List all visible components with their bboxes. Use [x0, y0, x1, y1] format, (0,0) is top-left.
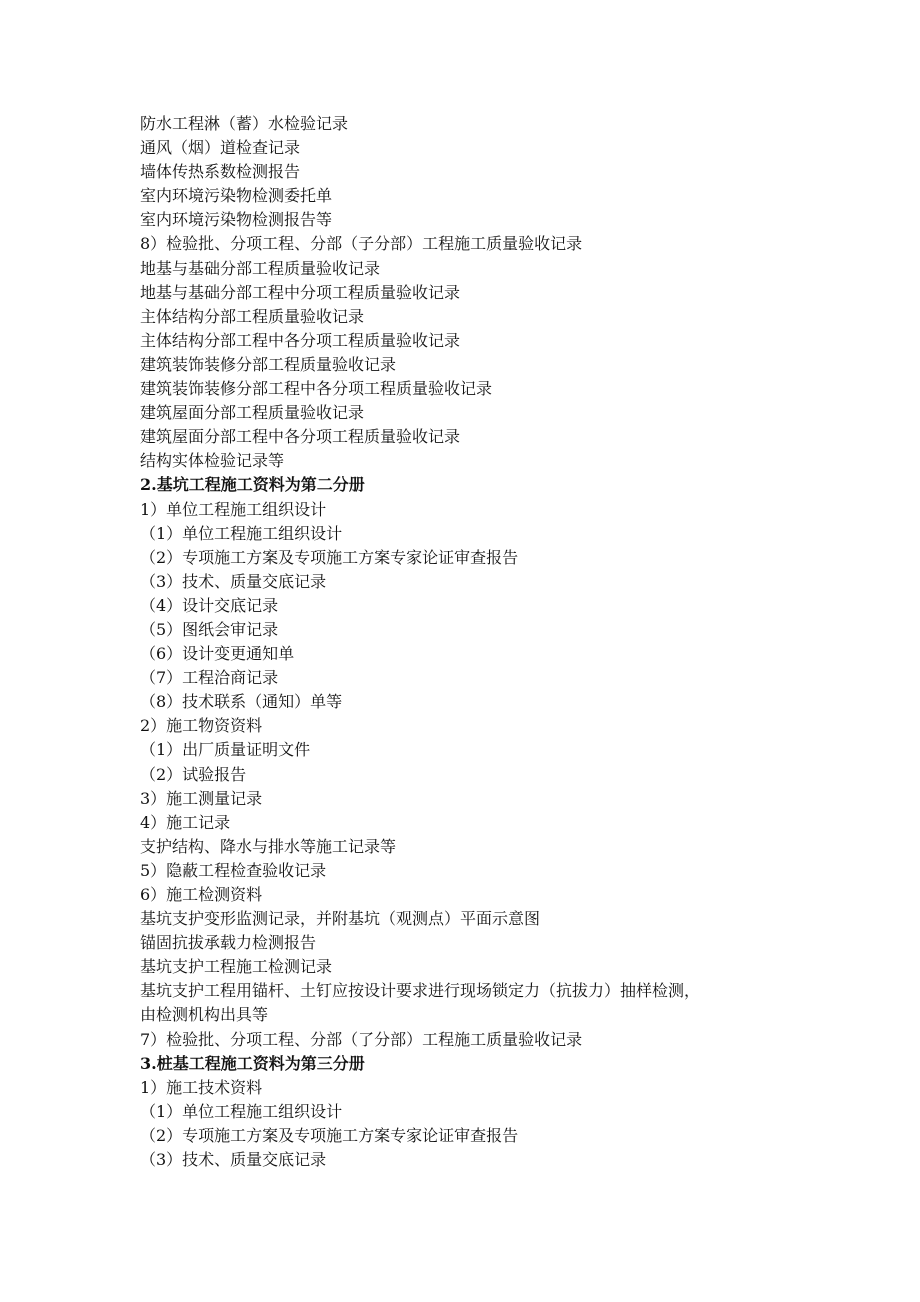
section-heading: 3.桩基工程施工资料为第三分册	[140, 1053, 365, 1073]
document-line: 通风（烟）道检查记录	[140, 138, 301, 158]
document-line: （4）设计交底记录	[140, 595, 279, 615]
document-line: （3）技术、质量交底记录	[140, 1150, 327, 1170]
document-line: 建筑装饰装修分部工程中各分项工程质量验收记录	[140, 379, 493, 399]
document-line: 6）施工检测资料	[140, 885, 263, 904]
document-body	[140, 112, 800, 1172]
document-line: 防水工程淋（蓄）水检验记录	[140, 114, 349, 133]
document-line: 基坑支护变形监测记录，并附基坑（观测点）平面示意图	[140, 909, 541, 929]
document-line: （2）试验报告	[140, 764, 247, 784]
document-line: （1）单位工程施工组织设计	[140, 523, 343, 543]
document-line: （2）专项施工方案及专项施工方案专家论证审查报告	[140, 1125, 519, 1145]
document-line: 7）检验批、分项工程、分部（了分部）工程施工质量验收记录	[140, 1029, 583, 1049]
document-line: 室内环境污染物检测委托单	[140, 186, 333, 206]
document-line: （1）单位工程施工组织设计	[140, 1101, 343, 1121]
document-line: 主体结构分部工程质量验收记录	[140, 306, 365, 326]
document-line: 1）单位工程施工组织设计	[140, 499, 327, 519]
document-line: （3）技术、质量交底记录	[140, 571, 327, 591]
document-line: （2）专项施工方案及专项施工方案专家论证审查报告	[140, 547, 519, 567]
document-line: 2）施工物资资料	[140, 716, 263, 736]
document-line: 8）检验批、分项工程、分部（子分部）工程施工质量验收记录	[140, 234, 583, 254]
document-line: 建筑屋面分部工程质量验收记录	[140, 403, 365, 423]
document-line: 地基与基础分部工程中分项工程质量验收记录	[140, 282, 461, 302]
section-heading: 2.基坑工程施工资料为第二分册	[140, 475, 365, 495]
document-line: （5）图纸会审记录	[140, 619, 279, 639]
document-line: 1）施工技术资料	[140, 1077, 263, 1097]
document-line: 由检测机构出具等	[140, 1005, 269, 1025]
document-line: 地基与基础分部工程质量验收记录	[140, 258, 381, 278]
document-line: 基坑支护工程施工检测记录	[140, 957, 333, 977]
document-line: 基坑支护工程用锚杆、土钉应按设计要求进行现场锁定力（抗拔力）抽样检测，	[140, 981, 701, 1001]
document-line: 4）施工记录	[140, 812, 231, 832]
document-line: 建筑屋面分部工程中各分项工程质量验收记录	[140, 427, 461, 447]
document-line: 锚固抗拔承载力检测报告	[140, 933, 317, 953]
document-line: （6）设计变更通知单	[140, 644, 295, 664]
document-line: （7）工程洽商记录	[140, 668, 279, 688]
document-line: 主体结构分部工程中各分项工程质量验收记录	[140, 330, 461, 350]
document-line: 结构实体检验记录等	[140, 451, 285, 471]
document-line: 5）隐蔽工程检查验收记录	[140, 860, 327, 880]
document-line: （8）技术联系（通知）单等	[140, 692, 343, 712]
document-line: 支护结构、降水与排水等施工记录等	[140, 836, 397, 856]
document-line: 墙体传热系数检测报告	[140, 162, 301, 182]
document-line: 3）施工测量记录	[140, 788, 263, 808]
document-line: （1）出厂质量证明文件	[140, 740, 311, 760]
document-line: 室内环境污染物检测报告等	[140, 210, 333, 230]
document-line: 建筑装饰装修分部工程质量验收记录	[140, 354, 397, 374]
